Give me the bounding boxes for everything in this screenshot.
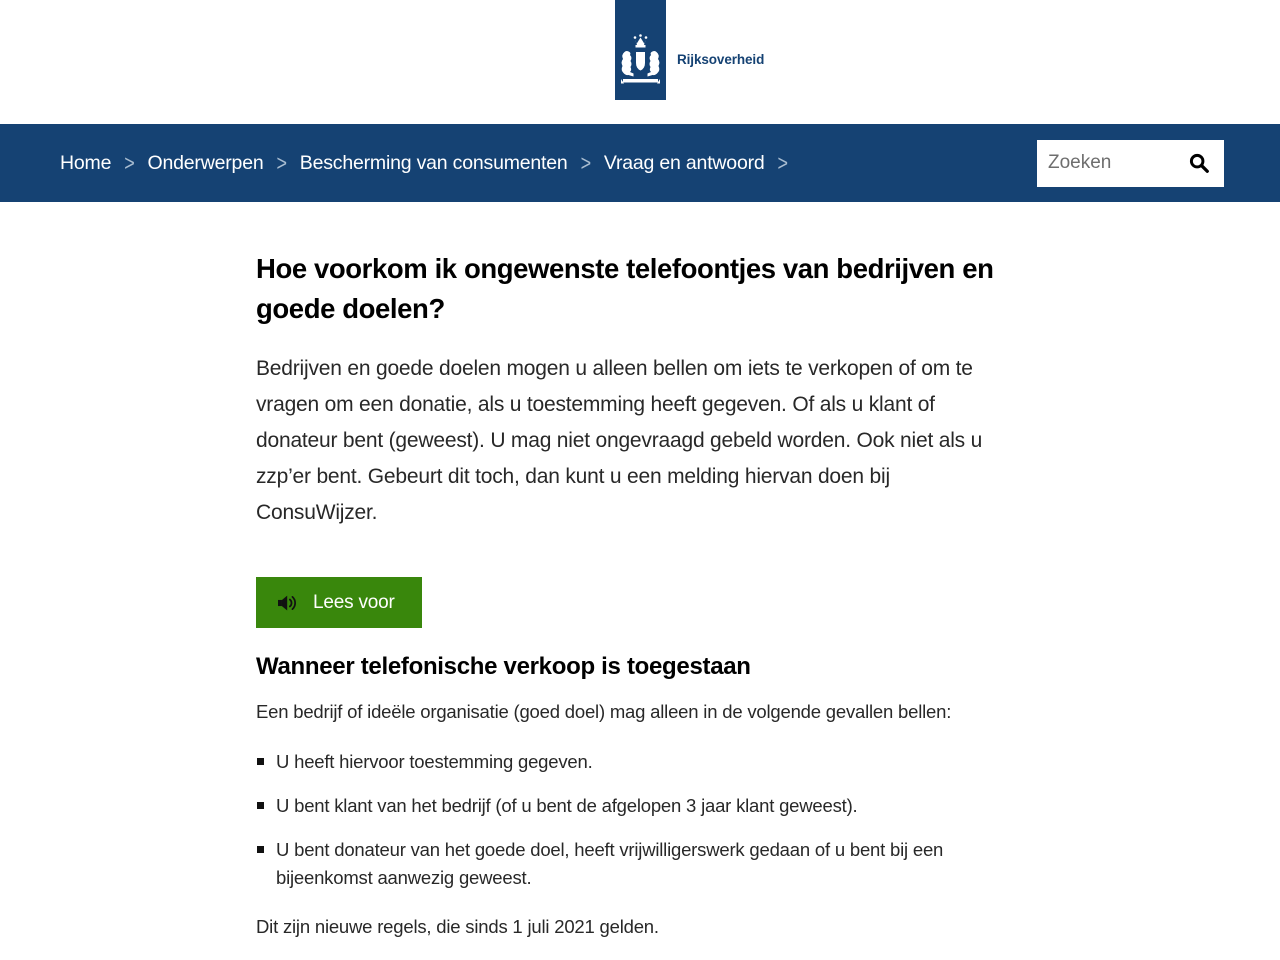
breadcrumb (60, 149, 788, 175)
list-item: U heeft hiervoor toestemming gegeven. (276, 748, 996, 776)
chevron-right-icon: > (580, 149, 591, 175)
closing-paragraph: Dit zijn nieuwe regels, die sinds 1 juli 2021 gelden. (256, 916, 659, 937)
main-content (256, 202, 1026, 941)
rules-list (256, 748, 996, 892)
breadcrumb-vraag-en-antwoord[interactable]: Vraag en antwoord (603, 151, 765, 174)
chevron-right-icon: > (276, 149, 287, 175)
chevron-right-icon: > (777, 149, 788, 175)
read-aloud-button[interactable] (256, 577, 422, 628)
list-item: U bent klant van het bedrijf (of u bent de afgelopen 3 jaar klant geweest). (276, 792, 996, 820)
intro-paragraph: Bedrijven en goede doelen mogen u alleen bellen om iets te verkopen of om te vragen om een donatie, als u toestemming heeft gegeven. Of als u klant of donateur bent (geweest). U mag niet ongevraagd gebeld worden. Ook niet als u zzp’er bent. Gebeurt dit toch, dan kunt u een melding hiervan doen bij ConsuWijzer. (256, 357, 983, 524)
wordmark: Rijksoverheid (677, 52, 765, 67)
breadcrumb-home[interactable]: Home (60, 151, 112, 174)
site-header (0, 0, 1280, 124)
breadcrumb-onderwerpen[interactable]: Onderwerpen (147, 151, 264, 174)
chevron-right-icon: > (124, 149, 135, 175)
search-input[interactable] (1037, 140, 1174, 187)
list-item: U bent donateur van het goede doel, heeft vrijwilligerswerk gedaan of u bent bij een bijeenkomst aanwezig geweest. (276, 836, 996, 892)
coat-of-arms-icon (615, 0, 666, 100)
navbar (0, 124, 1280, 202)
section-intro: Een bedrijf of ideële organisatie (goed doel) mag alleen in de volgende gevallen bellen: (256, 701, 952, 722)
read-aloud-label: Lees voor (313, 591, 395, 613)
page-title: Hoe voorkom ik ongewenste telefoontjes van bedrijven en goede doelen? (256, 253, 994, 324)
speaker-icon (278, 594, 299, 612)
search-box (1037, 140, 1224, 187)
search-button[interactable] (1174, 140, 1224, 187)
section-heading: Wanneer telefonische verkoop is toegestaan (256, 653, 751, 680)
search-icon (1188, 152, 1210, 174)
breadcrumb-bescherming-van-consumenten[interactable]: Bescherming van consumenten (299, 151, 568, 174)
rijksoverheid-logo[interactable] (615, 0, 666, 100)
